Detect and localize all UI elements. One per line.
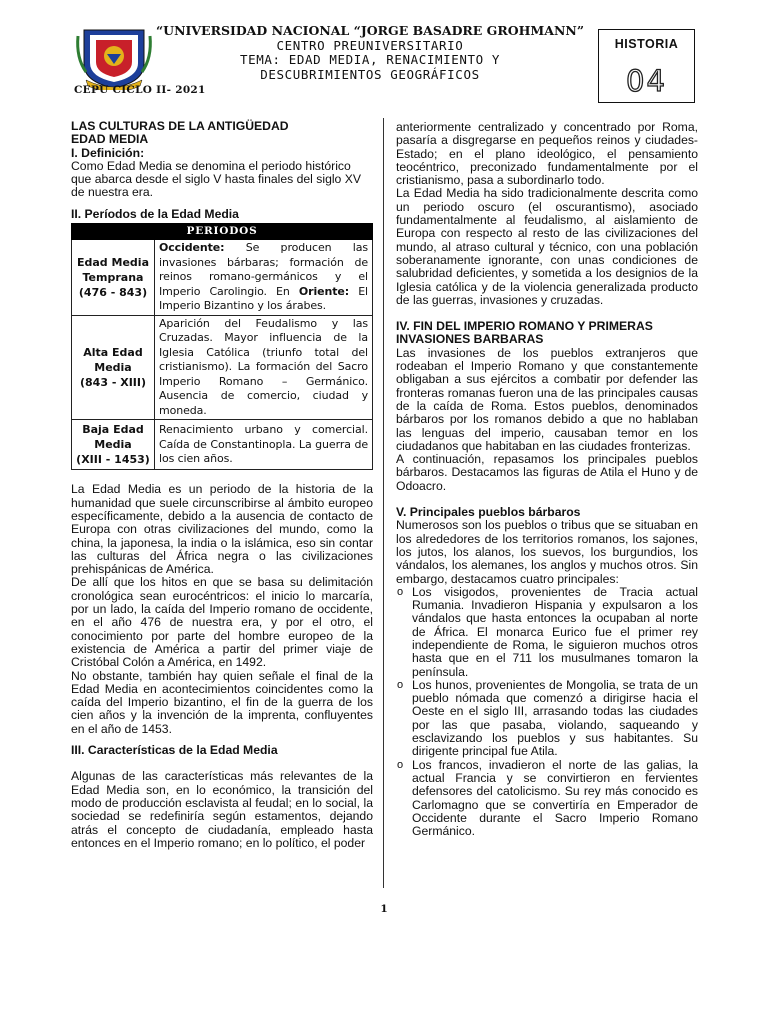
section-subtitle: EDAD MEDIA xyxy=(71,132,149,147)
body-paragraph: De allí que los hitos en que se basa su delimitación cronológica sean eurocéntricos: el inicio lo marcaría, por un lado, la caída del Imperio romano de occidente, en el año 476 de nuestra era, y por el otro, el conocimiento por parte del hombre europeo de la existencia de América a partir del primer viaje de Cristóbal Colón a América, en 1492. xyxy=(71,575,373,670)
table-header: PERIODOS xyxy=(72,224,373,240)
period-description: Aparición del Feudalismo y las Cruzadas. Mayor influencia de la Iglesia Católica (triunfo total del cristianismo). La formación del Sacro Imperio Romano – Germánico. Ausencia de comercio, ciudad y moneda. xyxy=(155,315,373,420)
list-item: o Los hunos, provenientes de Mongolia, se trata de un pueblo nómada que comenzó a dirigirse hacia el Oeste en el siglo III, arrasando todas las ciudades por las que pasaba, violando, saqueando y esclavizando los pueblos y sus habitantes. Su dirigente principal fue Atila. xyxy=(396,679,698,759)
body-paragraph: A continuación, repasamos los principales pueblos bárbaros. Destacamos las figuras de Atila el Huno y de Odoacro. xyxy=(396,452,698,493)
page-header xyxy=(0,0,768,110)
period-name: Baja Edad Media xyxy=(82,423,144,452)
table-header-row xyxy=(72,224,373,240)
table-row xyxy=(72,240,373,316)
topic-line-2: DESCUBRIMIENTOS GEOGRÁFICOS xyxy=(260,66,480,82)
periods-table xyxy=(71,223,373,470)
definition-heading: I. Definición: xyxy=(71,145,145,160)
period-description xyxy=(155,240,373,316)
left-column xyxy=(71,120,373,850)
university-logo xyxy=(74,24,154,90)
body-paragraph: Numerosos son los pueblos o tribus que se situaban en los alrededores de los territorios romanos, los sajones, los jutos, los alanos, los suevos, los burgundios, los vándalos, los alemanes, los anglos y muchos otros. Sin embargo, destacamos cuatro principales: xyxy=(396,518,698,586)
period-range: (843 - XIII) xyxy=(80,376,146,390)
section-heading-iv-cont: INVASIONES BARBARAS xyxy=(396,332,544,347)
table-row xyxy=(72,420,373,470)
subject-box xyxy=(598,29,695,103)
unit-number: 04 xyxy=(626,64,667,98)
center-name: CENTRO PREUNIVERSITARIO xyxy=(276,37,464,53)
body-paragraph: La Edad Media ha sido tradicionalmente descrita como un periodo oscuro (el oscurantismo), asociado fundamentalmente al feudalismo, al aislamiento de Europa con respecto al resto de las civilizaciones del mundo, al atraso cultural y técnico, con una población soberanamente ignorante, con unas condiciones de salubridad deficientes, y sometida a los designios de la Iglesia católica y de la violencia generalizada producto de las guerras, invasiones y cruzadas. xyxy=(396,186,698,307)
body-paragraph: Algunas de las características más relevantes de la Edad Media son, en lo económico, la transición del modo de producción esclavista al feudal; en lo social, la sociedad se redefiniría según estamentos, dejando atrás el concepto de ciudadanía, empleado hasta entonces en el Imperio romano; en lo político, el poder xyxy=(71,769,373,850)
period-description: Renacimiento urbano y comercial. Caída de Constantinopla. La guerra de los cien años. xyxy=(155,420,373,470)
period-name-cell xyxy=(72,240,155,316)
body-paragraph: Las invasiones de los pueblos extranjeros que rodeaban el Imperio Romano y que constantemente obligaban a sus ejércitos a combatir por defender las fronteras romanas fueron una de las principales causas de la caída de Roma. Estos pueblos, denominados bárbaros por los romanos debido a que no hablaban las lenguas del imperio, causaban temor en los ciudadanos que habitaban en las ciudades fronterizas. xyxy=(396,345,698,453)
topic-line-1: TEMA: EDAD MEDIA, RENACIMIENTO Y xyxy=(239,52,501,67)
period-name: Edad Media Temprana xyxy=(77,256,149,285)
period-text: El Imperio Bizantino y los árabes. xyxy=(159,284,369,313)
section-title: LAS CULTURAS DE LA ANTIGÜEDAD xyxy=(71,119,289,133)
region-label: Occidente: xyxy=(159,241,225,255)
page-number: 1 xyxy=(380,903,388,915)
right-column xyxy=(396,121,698,838)
university-name: “UNIVERSIDAD NACIONAL “JORGE BASADRE GROHMANN” xyxy=(155,23,585,38)
list-item: o Los visigodos, provenientes de Tracia actual Rumania. Invadieron Hispania y expulsaron a los vándalos que hasta entonces la ocupaban al norte de África. El monarca Eurico fue el primer rey independiente de Roma, le siguieron muchos otros hasta que en el 711 los musulmanes tomaron la península. xyxy=(396,586,698,679)
period-range: (XIII - 1453) xyxy=(76,453,150,467)
body-paragraph: anteriormente centralizado y concentrado por Roma, pasaría a disgregarse en pequeños reinos y ciudades-Estado; en el plano ideológico, el pensamiento teocéntrico, preconizado fundamentalmente por el cristianismo, pasa a subordinarlo todo. xyxy=(396,120,698,188)
section-heading-iv: IV. FIN DEL IMPERIO ROMANO Y PRIMERAS xyxy=(396,319,653,334)
period-name-cell xyxy=(72,315,155,420)
section-heading-v: V. Principales pueblos bárbaros xyxy=(396,505,581,520)
period-text: Se producen las invasiones bárbaras; formación de reinos romano-germánicos y el Imperio Carolingio. En xyxy=(159,241,368,298)
definition-text: Como Edad Media se denomina el periodo histórico que abarca desde el siglo V hasta finales del siglo XV de nuestra era. xyxy=(71,158,361,200)
characteristics-heading: III. Características de la Edad Media xyxy=(71,743,278,758)
subject-label: HISTORIA xyxy=(614,37,679,51)
periods-heading: II. Períodos de la Edad Media xyxy=(71,206,239,221)
table-row xyxy=(72,315,373,420)
header-title xyxy=(150,24,590,82)
cycle-label: CEPU CICLO II- 2021 xyxy=(74,84,206,96)
list-item: o Los francos, invadieron el norte de las galias, la actual Francia y se convirtieron en fervientes defensores del catolicismo. Su rey más conocido es Carlomagno que se convertiría en Emperador de Occidente durante el Sacro Imperio Romano Germánico. xyxy=(396,759,698,839)
tribes-list xyxy=(396,586,698,839)
period-name: Alta Edad Media xyxy=(83,346,143,375)
region-label: Oriente: xyxy=(298,284,350,298)
period-name-cell xyxy=(72,420,155,470)
body-paragraph: La Edad Media es un periodo de la historia de la humanidad que suele circunscribirse al ámbito europeo específicamente, debido a la ausencia de contacto de Europa con otras civilizaciones del mundo, como la china, la japonesa, la india o la islámica, eso sin contar las culturas del África negra o las civilizaciones prehispánicas de América. xyxy=(71,482,373,577)
body-paragraph: No obstante, también hay quien señale el final de la Edad Media en acontecimientos coincidentes como la caída del Imperio bizantino, el fin de la guerra de los cien años y la invención de la imprenta, confluyentes en el año de 1453. xyxy=(71,668,373,736)
column-divider xyxy=(383,118,384,888)
period-range: (476 - 843) xyxy=(78,286,148,300)
